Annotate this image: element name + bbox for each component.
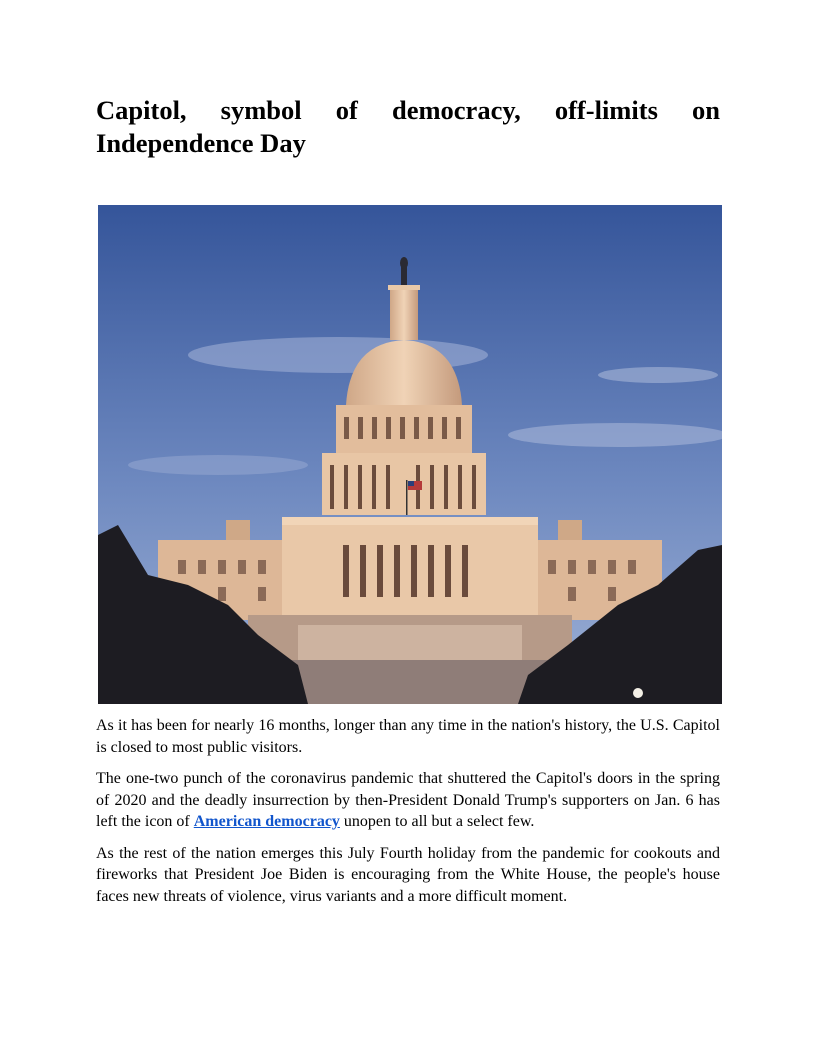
- paragraph-3: As the rest of the nation emerges this July Fourth holiday from the pandemic for cookouts and fireworks that President Joe Biden is encouraging from the White House, the people's house faces new threats of violence, virus variants and a more difficult moment.: [96, 844, 720, 905]
- article-body: [96, 715, 720, 917]
- article-title: Capitol, symbol of democracy, off-limits on Independence Day: [96, 95, 720, 158]
- american-democracy-link[interactable]: American democracy: [193, 813, 340, 830]
- paragraph-1: As it has been for nearly 16 months, longer than any time in the nation's history, the U.S. Capitol is closed to most public visitors.: [96, 717, 720, 756]
- paragraph-2-text-before: The one-two punch of the coronavirus pandemic that shuttered the Capitol's doors in the spring of 2020 and the deadly insurrection by then-President Donald Trump's supporters on Jan. 6 has left the icon of: [96, 770, 720, 830]
- paragraph-2-text-after: unopen to all but a select few.: [339, 813, 535, 830]
- capitol-photo: [98, 205, 722, 704]
- paragraph-2: [96, 768, 720, 833]
